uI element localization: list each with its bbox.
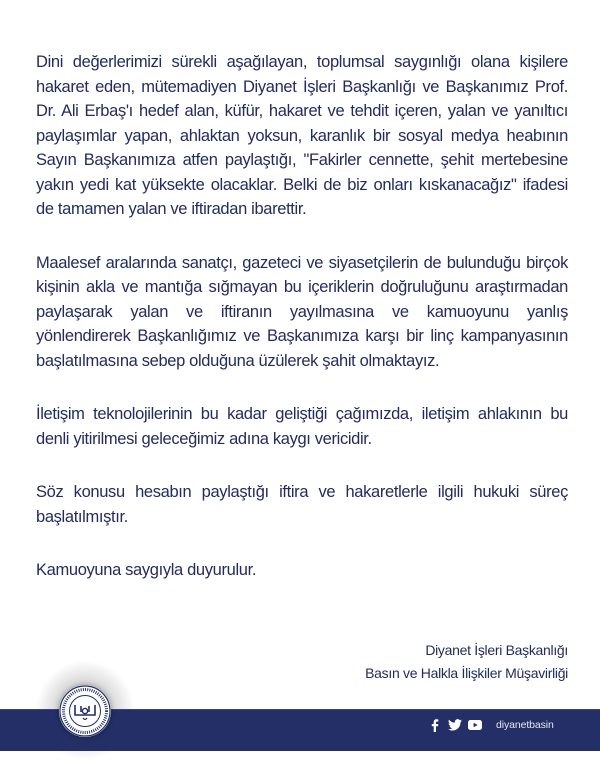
paragraph-2: Maalesef aralarında sanatçı, gazeteci ve siyasetçilerin de bulunduğu birçok kişinin akla ve mantığa sığmayan bu içeriklerin doğruluğunu araştırmadan paylaşarak yalan ve iftiranın yayılmasına ve kamuoyunu yanlış yönlendirerek Başkanlığımız ve Başkanımıza karşı bir linç kampanyasının başlatılmasına sebep olduğuna üzülerek şahit olmaktayız. (36, 253, 568, 370)
paragraph-1: Dini değerlerimizi sürekli aşağılayan, toplumsal saygınlığı olana kişilere hakaret eden, mütemadiyen Diyanet İşleri Başkanlığı ve Başkanımız Prof. Dr. Ali Erbaş'ı hedef alan, küfür, hakaret ve tehdit içeren, yalan ve yanıltıcı paylaşımlar yapan, ahlaktan yoksun, karanlık bir sosyal medya heabının Sayın Başkanımıza atfen paylaştığı, "Fakirler cennette, şehit mertebesine yakın yedi kat yüksekte olacaklar. Belki de biz onları kıskanacağız" ifadesi de tamamen yalan ve iftiradan ibarettir. (36, 53, 568, 218)
facebook-icon[interactable] (428, 718, 442, 732)
paragraph-5: Kamuoyuna saygıyla duyurulur. (36, 561, 257, 579)
twitter-icon[interactable] (448, 718, 462, 732)
signature-block (365, 639, 568, 685)
youtube-icon[interactable] (468, 718, 482, 732)
statement-body (36, 50, 568, 612)
paragraph-4: Söz konusu hesabın paylaştığı iftira ve hakaretlerle ilgili hukuki süreç başlatılmıştır. (36, 483, 568, 526)
signature-department: Basın ve Halkla İlişkiler Müşavirliği (365, 665, 568, 681)
signature-institution: Diyanet İşleri Başkanlığı (425, 642, 568, 658)
social-links (428, 717, 554, 733)
paragraph-3: İletişim teknolojilerinin bu kadar geliştiği çağımızda, iletişim ahlakının bu denli yitirilmesi geleceğimiz adına kaygı vericidir. (36, 405, 568, 448)
diyanet-seal-icon (59, 685, 111, 737)
social-handle[interactable]: diyanetbasin (496, 719, 554, 731)
